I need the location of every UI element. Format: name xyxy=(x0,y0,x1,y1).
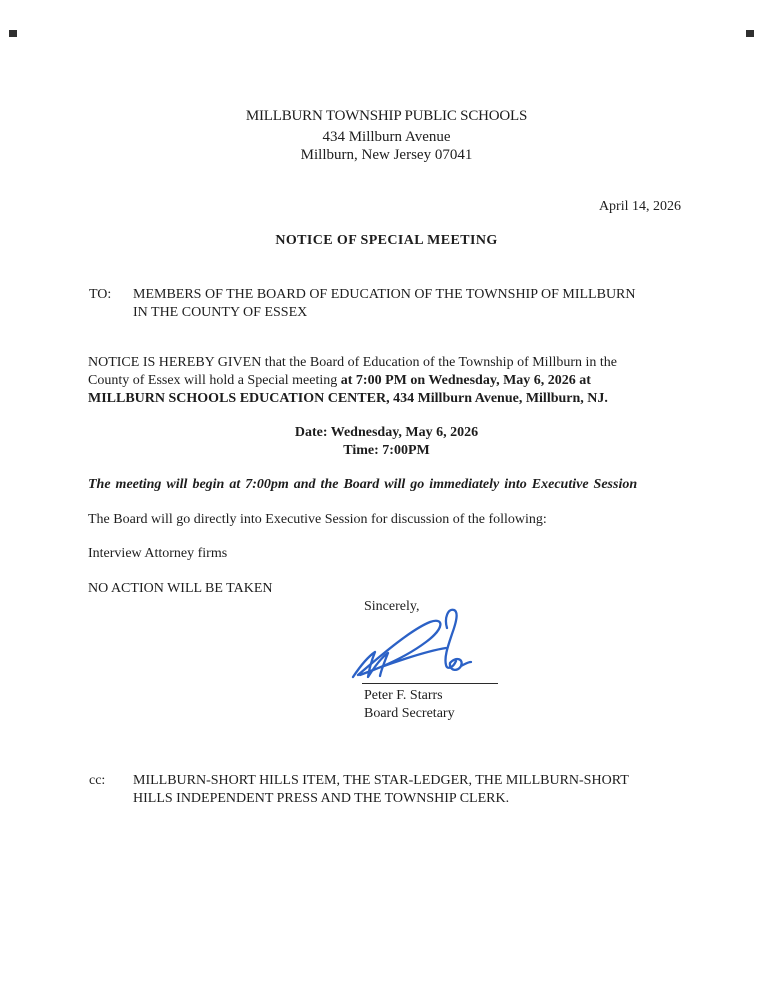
signer-name: Peter F. Starrs xyxy=(364,688,443,703)
letter-date: April 14, 2026 xyxy=(598,199,681,214)
cc-line-1: MILLBURN-SHORT HILLS ITEM, THE STAR-LEDGER, THE MILLBURN-SHORT xyxy=(133,773,629,788)
cc-label: cc: xyxy=(89,773,106,788)
letterhead-address-street: 434 Millburn Avenue xyxy=(322,129,451,145)
discussion-line: The Board will go directly into Executive Session for discussion of the following: xyxy=(88,512,547,527)
to-line-1: MEMBERS OF THE BOARD OF EDUCATION OF THE TOWNSHIP OF MILLBURN xyxy=(133,287,636,302)
document-title: NOTICE OF SPECIAL MEETING xyxy=(275,233,498,248)
to-label: TO: xyxy=(89,287,112,302)
signature-zigzag xyxy=(353,652,388,677)
handwritten-signature-icon xyxy=(348,604,478,684)
meeting-time-line: Time: 7:00PM xyxy=(343,443,430,458)
scan-corner-mark-left xyxy=(9,30,17,37)
signature-line xyxy=(362,683,498,684)
signer-title: Board Secretary xyxy=(364,706,455,721)
to-line-2: IN THE COUNTY OF ESSEX xyxy=(133,305,308,320)
letterhead-address-city: Millburn, New Jersey 07041 xyxy=(300,147,473,163)
signature-salutation: Sincerely, xyxy=(364,599,420,614)
executive-session-note: The meeting will begin at 7:00pm and the Board will go immediately into Executive Session xyxy=(88,477,638,492)
notice-paragraph-line-2-bold: at 7:00 PM on Wednesday, May 6, 2026 at xyxy=(340,373,591,388)
notice-paragraph-line-2 xyxy=(88,372,591,390)
no-action-line: NO ACTION WILL BE TAKEN xyxy=(88,581,273,596)
meeting-date-line: Date: Wednesday, May 6, 2026 xyxy=(294,425,479,440)
notice-paragraph-line-3: MILLBURN SCHOOLS EDUCATION CENTER, 434 Millburn Avenue, Millburn, NJ. xyxy=(88,391,608,406)
letterhead-org-name: MILLBURN TOWNSHIP PUBLIC SCHOOLS xyxy=(245,108,528,124)
agenda-item: Interview Attorney firms xyxy=(88,546,228,561)
notice-paragraph-line-2-regular: County of Essex will hold a Special meeting xyxy=(88,373,341,388)
scan-corner-mark-right xyxy=(746,30,754,37)
notice-paragraph-line-1: NOTICE IS HEREBY GIVEN that the Board of Education of the Township of Millburn in the xyxy=(88,355,617,370)
cc-line-2: HILLS INDEPENDENT PRESS AND THE TOWNSHIP CLERK. xyxy=(133,791,510,806)
